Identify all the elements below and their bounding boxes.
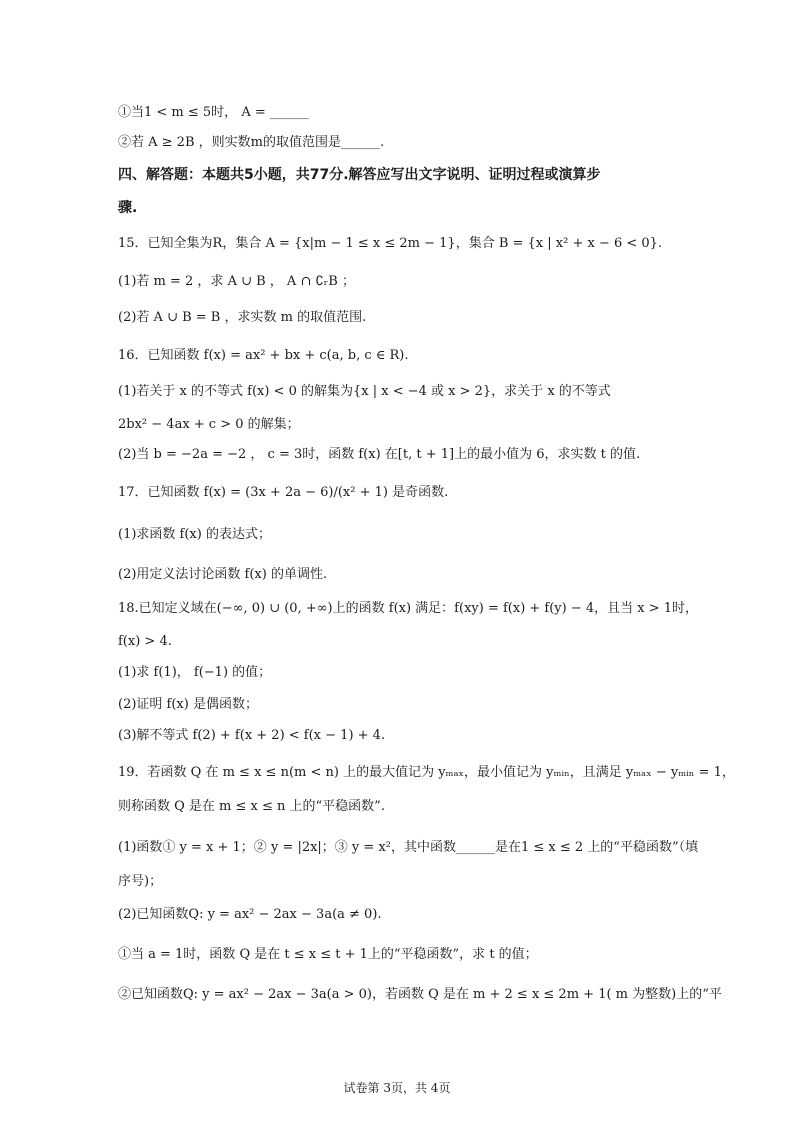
question-15: 15．已知全集为R，集合 A = {x|m − 1 ≤ x ≤ 2m − 1}，集合 B = {x | x² + x − 6 < 0}. — [118, 236, 663, 251]
question-19-part-1-cont: 序号)； — [118, 874, 163, 889]
question-16-part-2: (2)当 b = −2a = −2 ， c = 3时，函数 f(x) 在[t, t + 1]上的最小值为 6，求实数 t 的值. — [118, 447, 641, 462]
question-19-part-2: (2)已知函数Q: y = ax² − 2ax − 3a(a ≠ 0). — [118, 907, 382, 922]
question-19-part-1: (1)函数① y = x + 1；② y = |2x|；③ y = x²，其中函数______是在1 ≤ x ≤ 2 上的“平稳函数”（填 — [118, 840, 699, 855]
section-heading-cont: 骤. — [118, 200, 138, 216]
question-18-part-2: (2)证明 f(x) 是偶函数； — [118, 697, 258, 712]
question-16-part-1-cont: 2bx² − 4ax + c > 0 的解集； — [118, 417, 300, 432]
question-19: 19．若函数 Q 在 m ≤ x ≤ n(m < n) 上的最大值记为 yₘₐₓ，最小值记为 yₘᵢₙ，且满足 yₘₐₓ − yₘᵢₙ = 1， — [118, 765, 735, 780]
question-17: 17．已知函数 f(x) = (3x + 2a − 6)/(x² + 1) 是奇函数. — [118, 485, 449, 500]
question-17-part-1: (1)求函数 f(x) 的表达式； — [118, 527, 271, 542]
question-16: 16．已知函数 f(x) = ax² + bx + c(a, b, c ∈ R). — [118, 348, 409, 363]
text-line-2: ②若 A ≥ 2B ，则实数m的取值范围是______. — [118, 135, 385, 150]
question-15-part-1: (1)若 m = 2 ，求 A ∪ B ， A ∩ ∁ᵣB ； — [118, 274, 355, 289]
question-15-part-2: (2)若 A ∪ B = B ，求实数 m 的取值范围. — [118, 310, 367, 325]
page-footer: 试卷第 3页，共 4页 — [343, 1081, 451, 1095]
question-16-part-1: (1)若关于 x 的不等式 f(x) < 0 的解集为{x | x < −4 或 x > 2}，求关于 x 的不等式 — [118, 384, 611, 399]
question-18-part-3: (3)解不等式 f(2) + f(x + 2) < f(x − 1) + 4. — [118, 728, 386, 743]
section-heading: 四、解答题：本题共5小题，共77分.解答应写出文字说明、证明过程或演算步 — [118, 167, 601, 183]
text-line-1: ①当1 < m ≤ 5时， A = ______ — [118, 105, 309, 120]
question-17-part-2: (2)用定义法讨论函数 f(x) 的单调性. — [118, 567, 328, 582]
question-19-part-2-2: ②已知函数Q: y = ax² − 2ax − 3a(a > 0)，若函数 Q 是在 m + 2 ≤ x ≤ 2m + 1( m 为整数)上的“平 — [118, 987, 722, 1002]
question-18-cont: f(x) > 4. — [118, 634, 172, 649]
question-19-cont: 则称函数 Q 是在 m ≤ x ≤ n 上的“平稳函数”. — [118, 799, 385, 814]
question-18: 18.已知定义域在(−∞, 0) ∪ (0, +∞)上的函数 f(x) 满足：f(xy) = f(x) + f(y) − 4，且当 x > 1时， — [118, 601, 699, 616]
question-19-part-2-1: ①当 a = 1时，函数 Q 是在 t ≤ x ≤ t + 1上的“平稳函数”，求 t 的值； — [118, 947, 538, 962]
question-18-part-1: (1)求 f(1)， f(−1) 的值； — [118, 665, 272, 680]
